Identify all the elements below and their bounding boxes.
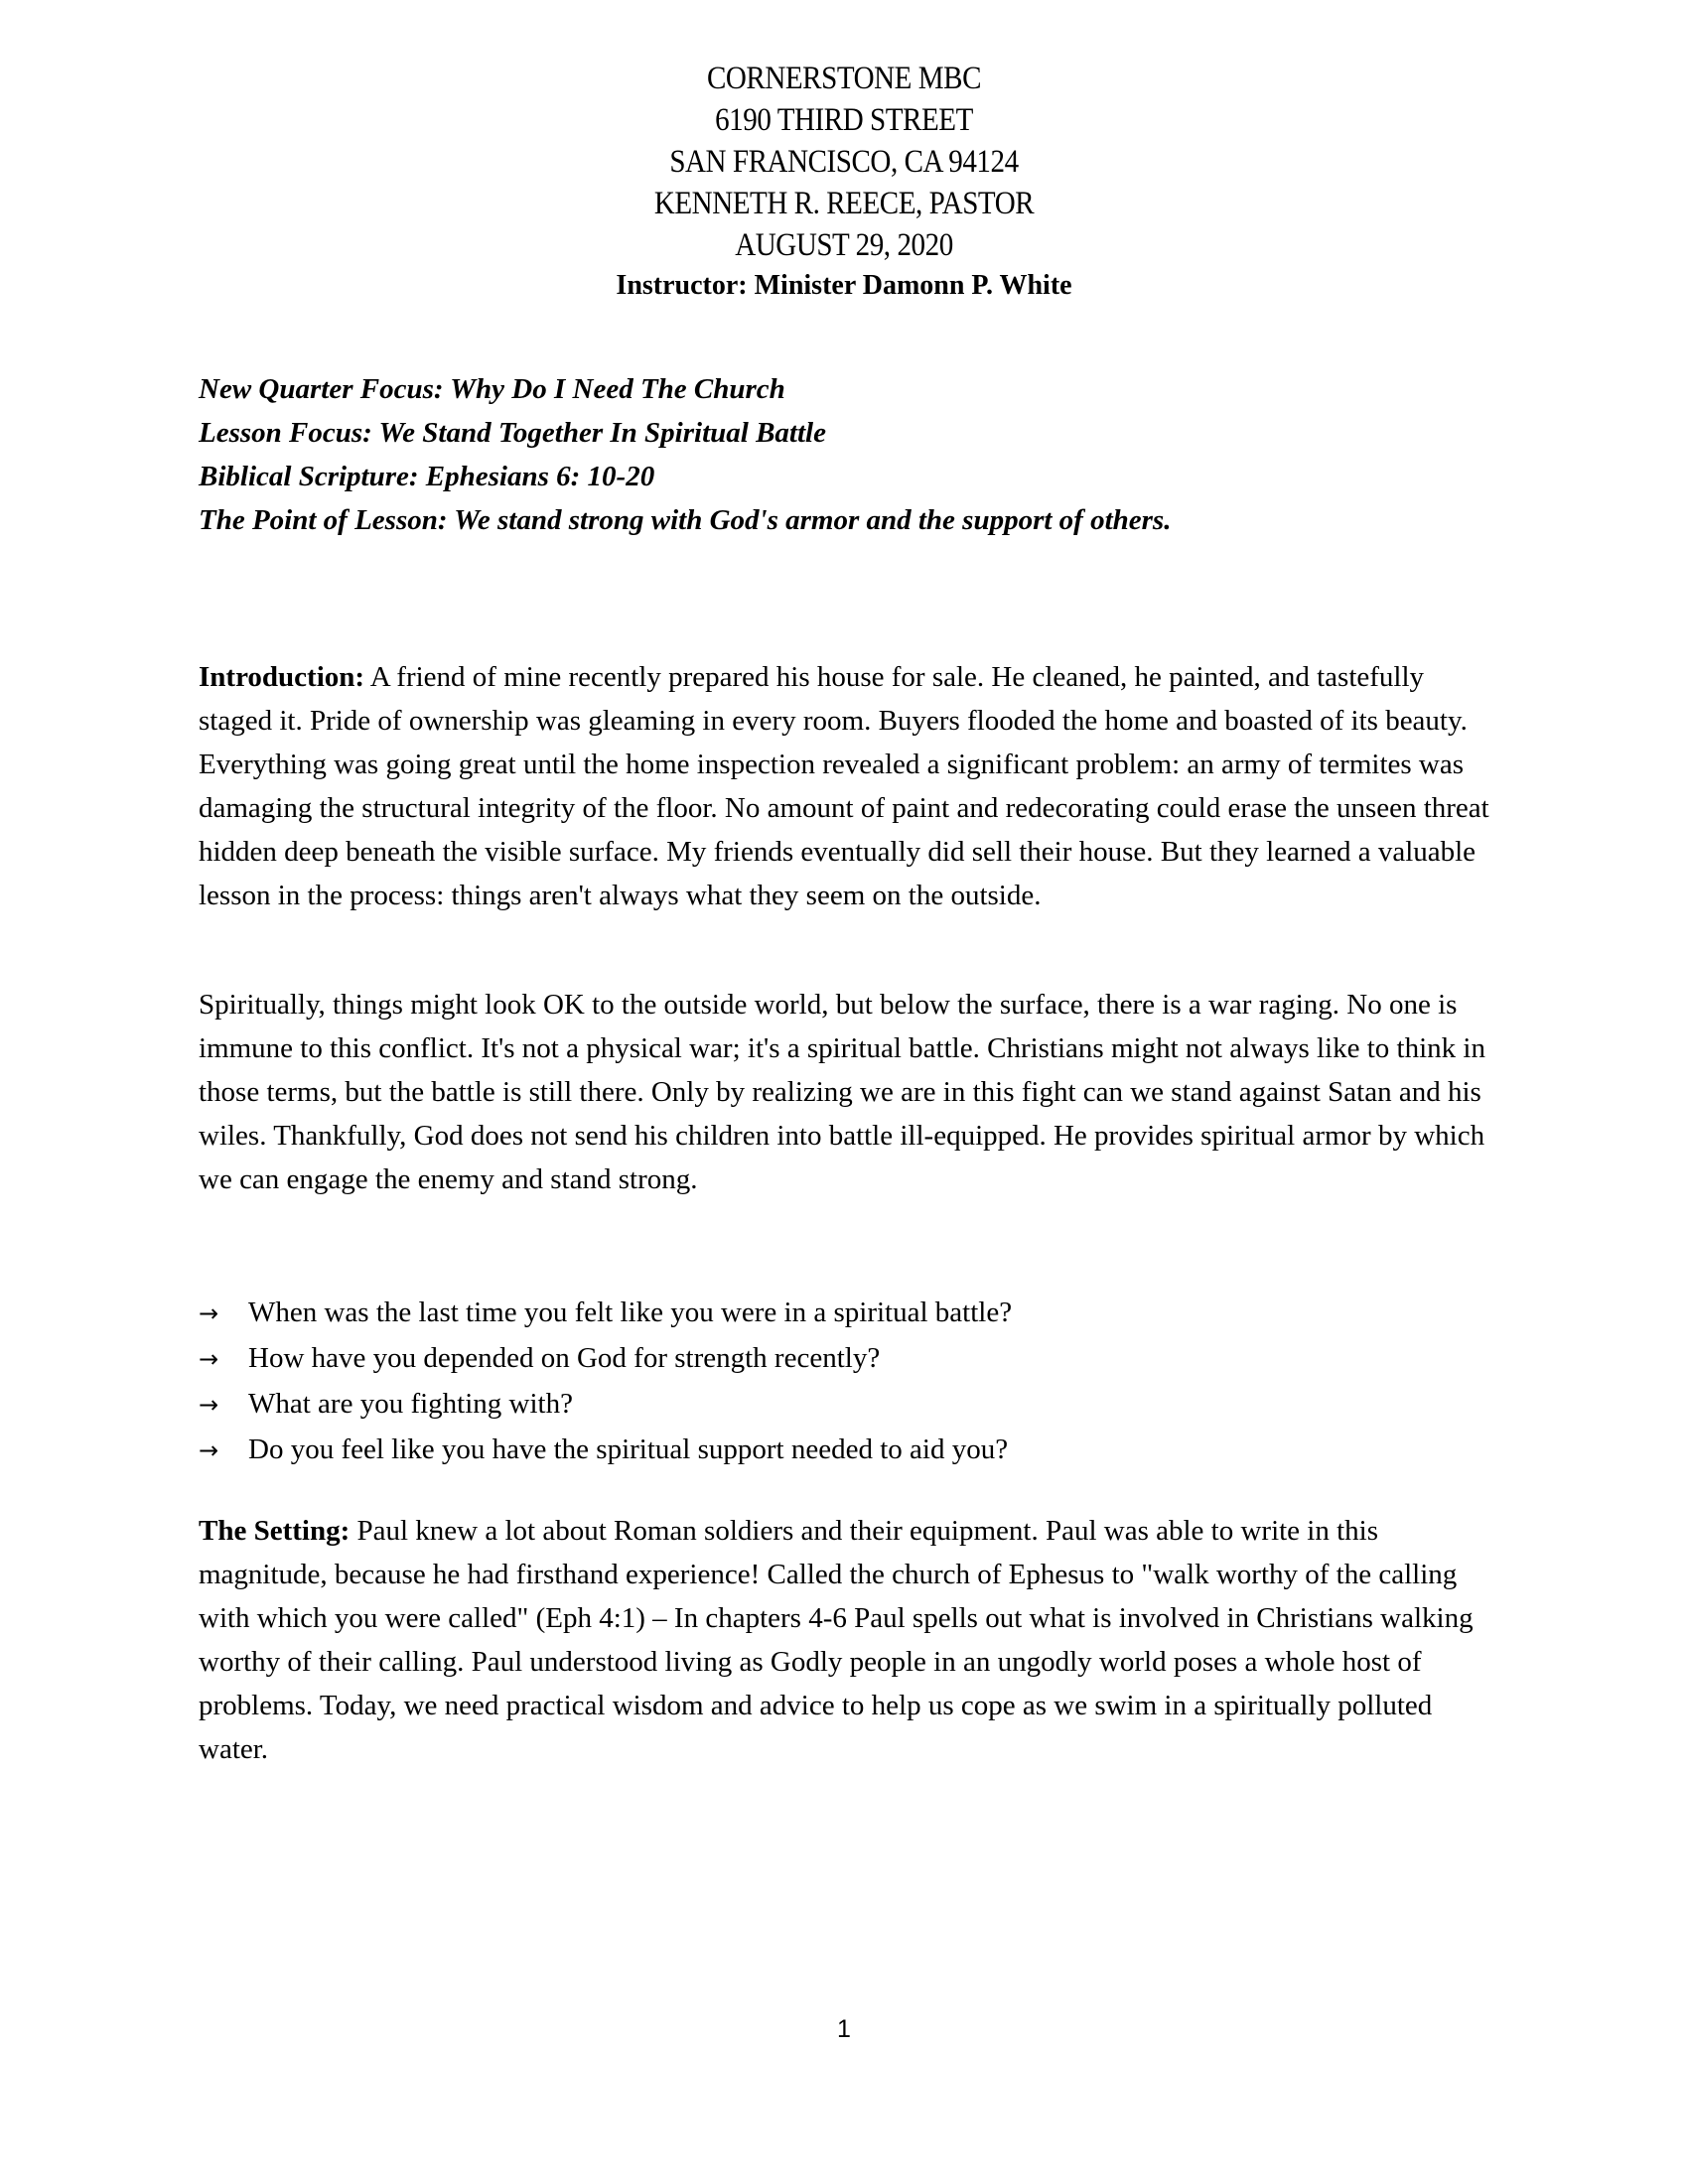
question-text: When was the last time you felt like you were in a spiritual battle? bbox=[248, 1297, 1013, 1328]
church-street: 6190 THIRD STREET bbox=[715, 102, 973, 138]
point-of-lesson: The Point of Lesson: We stand strong with God's armor and the support of others. bbox=[199, 504, 1172, 536]
arrow-right-icon: → bbox=[199, 1436, 219, 1464]
setting-label: The Setting: bbox=[199, 1515, 351, 1547]
question-list bbox=[199, 1291, 1489, 1473]
instructor-line: Instructor: Minister Damonn P. White bbox=[616, 270, 1072, 301]
question-text: How have you depended on God for strength recently? bbox=[248, 1342, 881, 1374]
arrow-right-icon: → bbox=[199, 1391, 219, 1419]
church-city: SAN FRANCISCO, CA 94124 bbox=[669, 144, 1019, 180]
introduction-label: Introduction: bbox=[199, 661, 365, 693]
lesson-focus: Lesson Focus: We Stand Together In Spiritual Battle bbox=[199, 417, 826, 449]
spiritual-battle-text: Spiritually, things might look OK to the outside world, but below the surface, there is a war raging. No one is immune to this conflict. It's not a physical war; it's a spiritual battle. Christians might not always like to think in those terms, but the battle is still there. Only by realizing we are in this fight can we stand against Satan and his wiles. Thankfully, God does not send his children into battle ill-equipped. He provides spiritual armor by which we can engage the enemy and stand strong. bbox=[199, 989, 1485, 1195]
biblical-scripture: Biblical Scripture: Ephesians 6: 10-20 bbox=[199, 461, 655, 492]
lesson-date: AUGUST 29, 2020 bbox=[735, 227, 953, 263]
list-item bbox=[199, 1382, 1489, 1428]
quarter-focus: New Quarter Focus: Why Do I Need The Church bbox=[199, 373, 785, 405]
list-item bbox=[199, 1291, 1489, 1336]
question-text: What are you fighting with? bbox=[248, 1388, 573, 1420]
list-item bbox=[199, 1336, 1489, 1382]
page-number: 1 bbox=[837, 2015, 851, 2043]
question-text: Do you feel like you have the spiritual support needed to aid you? bbox=[248, 1433, 1009, 1465]
list-item bbox=[199, 1428, 1489, 1473]
pastor-name: KENNETH R. REECE, PASTOR bbox=[653, 186, 1035, 221]
setting-text: Paul knew a lot about Roman soldiers and their equipment. Paul was able to write in this magnitude, because he had firsthand experience! Called the church of Ephesus to "walk worthy of the calling with which you were called" (Eph 4:1) – In chapters 4-6 Paul spells out what is involved in Christians walking worthy of their calling. Paul understood living as Godly people in an ungodly world poses a whole host of problems. Today, we need practical wisdom and advice to help us cope as we swim in a spiritually polluted water. bbox=[199, 1515, 1474, 1765]
introduction-text: A friend of mine recently prepared his house for sale. He cleaned, he painted, and tastefully staged it. Pride of ownership was gleaming in every room. Buyers flooded the home and boasted of its beauty. Everything was going great until the home inspection revealed a significant problem: an army of termites was damaging the structural integrity of the floor. No amount of paint and redecorating could erase the unseen threat hidden deep beneath the visible surface. My friends eventually did sell their house. But they learned a valuable lesson in the process: things aren't always what they seem on the outside. bbox=[199, 661, 1489, 911]
introduction-paragraph bbox=[199, 655, 1489, 917]
arrow-right-icon: → bbox=[199, 1345, 219, 1373]
lesson-focus-block bbox=[199, 367, 1489, 542]
reflection-questions bbox=[199, 1291, 1489, 1473]
spiritual-battle-paragraph bbox=[199, 983, 1489, 1201]
setting-paragraph bbox=[199, 1509, 1489, 1771]
church-header bbox=[0, 58, 1688, 306]
arrow-right-icon: → bbox=[199, 1299, 219, 1327]
church-name: CORNERSTONE MBC bbox=[706, 61, 982, 96]
